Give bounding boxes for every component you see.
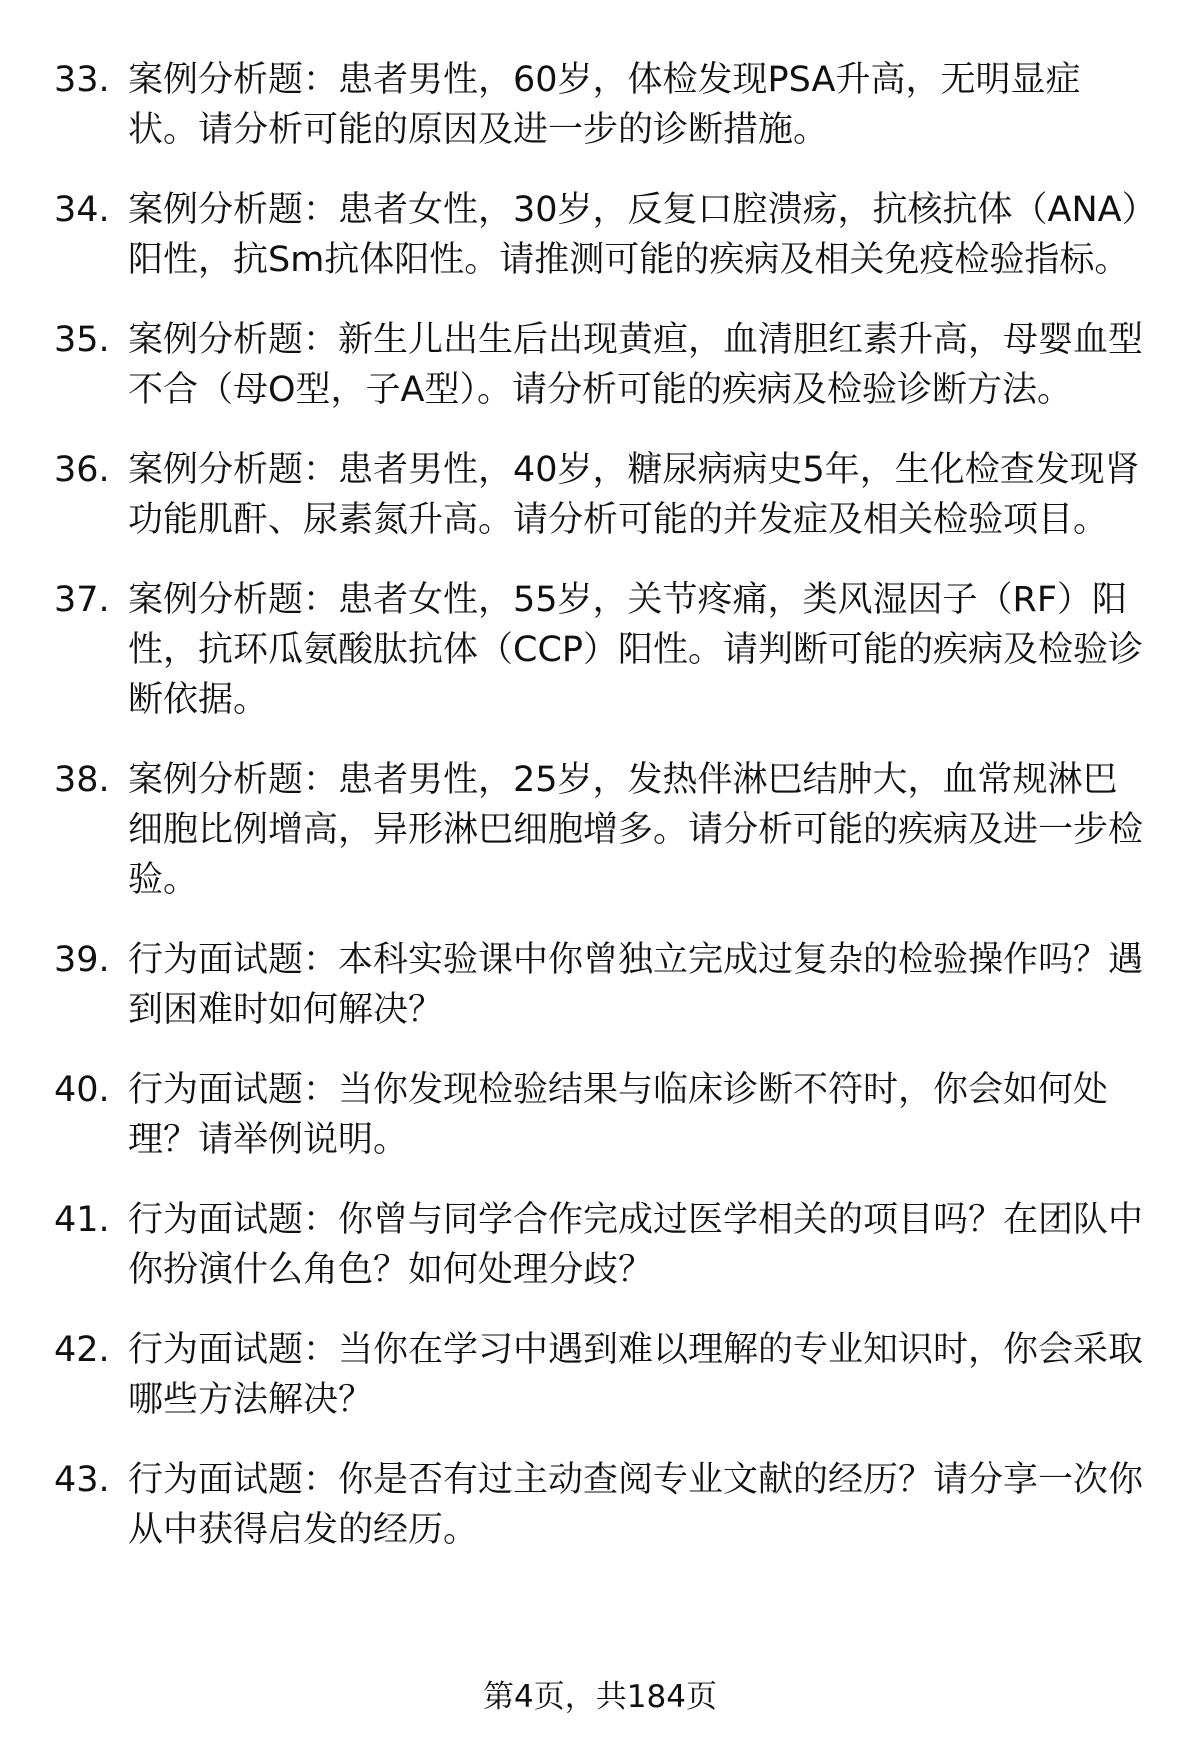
question-item-35 (0, 315, 1200, 415)
question-number: 40. (54, 1070, 110, 1110)
question-text: 行为面试题：你是否有过主动查阅专业文献的经历？请分享一次你从中获得启发的经历。 (128, 1460, 1144, 1550)
question-number: 39. (54, 940, 110, 980)
question-text: 案例分析题：患者女性，30岁，反复口腔溃疡，抗核抗体（ANA）阳性，抗Sm抗体阳性。请推测可能的疾病及相关免疫检验指标。 (128, 190, 1140, 280)
question-number: 35. (54, 320, 110, 360)
question-text: 行为面试题：当你在学习中遇到难以理解的专业知识时，你会采取哪些方法解决？ (128, 1330, 1144, 1420)
question-item-33 (0, 55, 1200, 155)
question-number: 34. (54, 190, 110, 230)
question-number: 36. (54, 450, 110, 490)
question-number: 33. (54, 60, 110, 100)
question-text: 案例分析题：患者男性，40岁，糖尿病病史5年，生化检查发现肾功能肌酐、尿素氮升高。请分析可能的并发症及相关检验项目。 (128, 450, 1140, 540)
question-list (0, 55, 1200, 1585)
question-item-36 (0, 445, 1200, 545)
question-text: 案例分析题：患者女性，55岁，关节疼痛，类风湿因子（RF）阳性，抗环瓜氨酸肽抗体（CCP）阳性。请判断可能的疾病及检验诊断依据。 (128, 580, 1143, 720)
question-number: 43. (54, 1460, 110, 1500)
question-item-42 (0, 1325, 1200, 1425)
question-text: 行为面试题：当你发现检验结果与临床诊断不符时，你会如何处理？请举例说明。 (128, 1070, 1109, 1160)
question-text: 案例分析题：患者男性，60岁，体检发现PSA升高，无明显症状。请分析可能的原因及进一步的诊断措施。 (128, 60, 1081, 150)
question-text: 行为面试题：本科实验课中你曾独立完成过复杂的检验操作吗？遇到困难时如何解决？ (128, 940, 1144, 1030)
question-number: 41. (54, 1200, 110, 1240)
question-number: 37. (54, 580, 110, 620)
question-text: 行为面试题：你曾与同学合作完成过医学相关的项目吗？在团队中你扮演什么角色？如何处理分歧？ (128, 1200, 1144, 1290)
page-number-footer: 第4页，共184页 (483, 1679, 717, 1715)
question-item-41 (0, 1195, 1200, 1295)
question-number: 42. (54, 1330, 110, 1370)
question-item-43 (0, 1455, 1200, 1555)
question-text: 案例分析题：新生儿出生后出现黄疸，血清胆红素升高，母婴血型不合（母O型，子A型）。请分析可能的疾病及检验诊断方法。 (128, 320, 1144, 410)
question-text: 案例分析题：患者男性，25岁，发热伴淋巴结肿大，血常规淋巴细胞比例增高，异形淋巴细胞增多。请分析可能的疾病及进一步检验。 (128, 760, 1144, 900)
question-item-34 (0, 185, 1200, 285)
question-number: 38. (54, 760, 110, 800)
question-item-37 (0, 575, 1200, 725)
question-item-39 (0, 935, 1200, 1035)
question-item-40 (0, 1065, 1200, 1165)
question-item-38 (0, 755, 1200, 905)
